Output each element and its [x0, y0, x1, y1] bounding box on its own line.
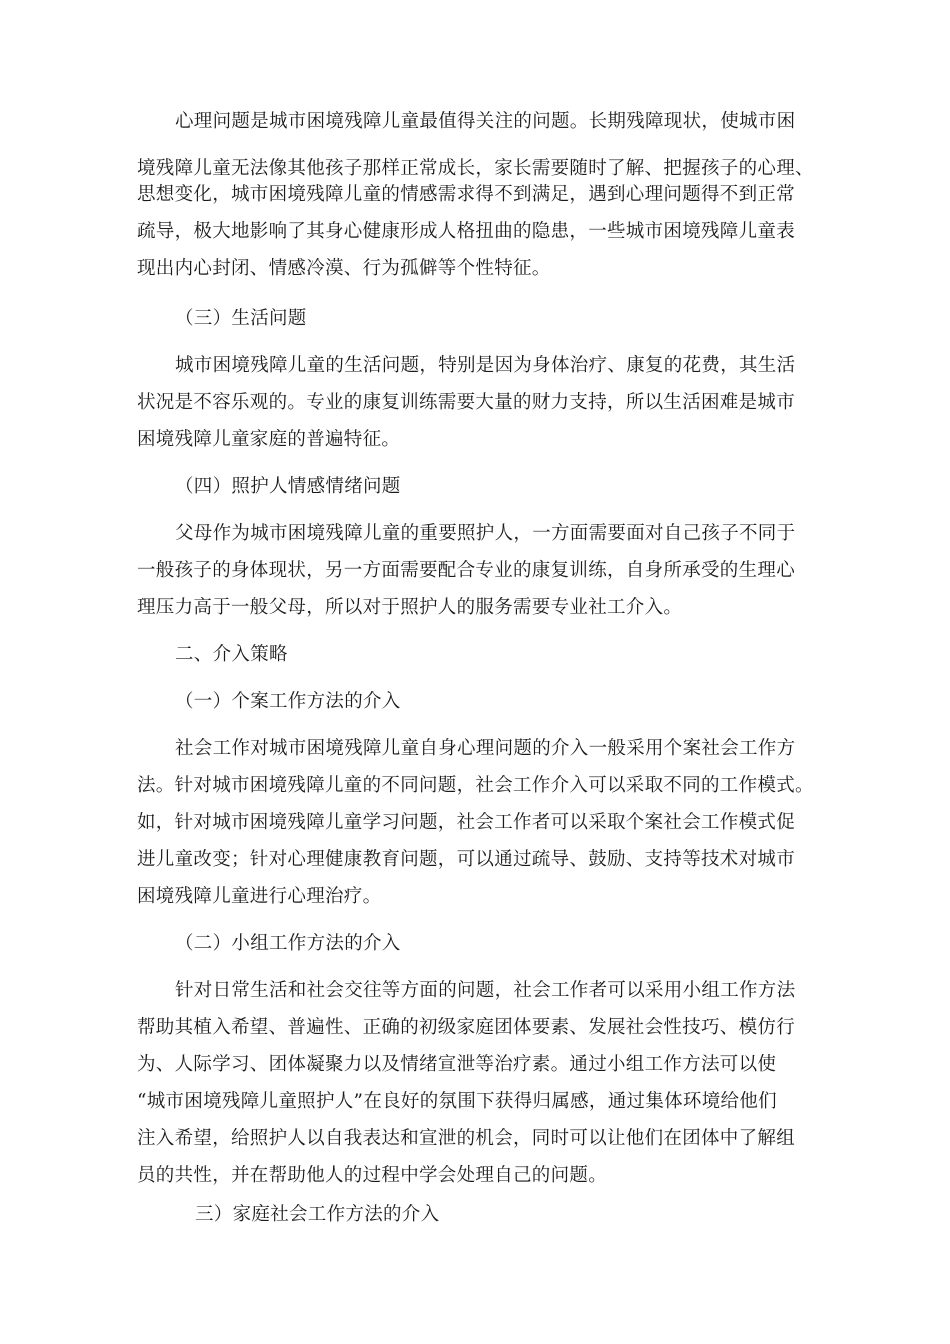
section-heading-casework: （一）个案工作方法的介入: [175, 691, 401, 712]
section-heading-family-social-work: 三）家庭社会工作方法的介入: [195, 1204, 440, 1225]
paragraph-3-line-3: 理压力高于一般父母，所以对于照护人的服务需要专业社工介入。: [137, 597, 683, 618]
paragraph-5-line-5: 注入希望，给照护人以自我表达和宣泄的机会，同时可以让他们在团体中了解组: [137, 1128, 796, 1149]
paragraph-5-line-6: 员的共性，并在帮助他人的过程中学会处理自己的问题。: [137, 1165, 608, 1186]
paragraph-4-line-1: 社会工作对城市困境残障儿童自身心理问题的介入一般采用个案社会工作方: [175, 738, 796, 759]
paragraph-4-line-4: 进儿童改变；针对心理健康教育问题，可以通过疏导、鼓励、支持等技术对城市: [137, 849, 796, 870]
paragraph-4-line-2: 法。针对城市困境残障儿童的不同问题，社会工作介入可以采取不同的工作模式。: [137, 775, 814, 796]
paragraph-2-line-2: 状况是不容乐观的。专业的康复训练需要大量的财力支持，所以生活困难是城市: [137, 392, 796, 413]
paragraph-5-line-3: 为、人际学习、团体凝聚力以及情绪宣泄等治疗素。通过小组工作方法可以使: [137, 1054, 777, 1075]
paragraph-4-line-3: 如，针对城市困境残障儿童学习问题，社会工作者可以采取个案社会工作模式促: [137, 812, 796, 833]
section-heading-life-problems: （三）生活问题: [175, 308, 307, 329]
paragraph-1-line-3: 思想变化，城市困境残障儿童的情感需求得不到满足，遇到心理问题得不到正常: [137, 184, 796, 205]
paragraph-1-line-1: 心理问题是城市困境残障儿童最值得关注的问题。长期残障现状，使城市困: [175, 111, 796, 132]
section-heading-intervention-strategy: 二、介入策略: [175, 644, 288, 665]
paragraph-1-line-5: 现出内心封闭、情感冷漠、行为孤僻等个性特征。: [137, 258, 551, 279]
paragraph-1-line-4: 疏导，极大地影响了其身心健康形成人格扭曲的隐患，一些城市困境残障儿童表: [137, 221, 796, 242]
paragraph-5-line-4: “城市困境残障儿童照护人”在良好的氛围下获得归属感，通过集体环境给他们: [137, 1091, 777, 1112]
paragraph-3-line-2: 一般孩子的身体现状，另一方面需要配合专业的康复训练，自身所承受的生理心: [137, 560, 796, 581]
section-heading-caregiver-emotion: （四）照护人情感情绪问题: [175, 476, 401, 497]
paragraph-5-line-2: 帮助其植入希望、普遍性、正确的初级家庭团体要素、发展社会性技巧、模仿行: [137, 1017, 796, 1038]
section-heading-group-work: （二）小组工作方法的介入: [175, 933, 401, 954]
paragraph-2-line-1: 城市困境残障儿童的生活问题，特别是因为身体治疗、康复的花费，其生活: [175, 355, 796, 376]
paragraph-3-line-1: 父母作为城市困境残障儿童的重要照护人，一方面需要面对自己孩子不同于: [175, 523, 796, 544]
paragraph-2-line-3: 困境残障儿童家庭的普遍特征。: [137, 429, 401, 450]
paragraph-5-line-1: 针对日常生活和社会交往等方面的问题，社会工作者可以采用小组工作方法: [175, 980, 796, 1001]
paragraph-1-line-2: 境残障儿童无法像其他孩子那样正常成长，家长需要随时了解、把握孩子的心理、: [137, 158, 814, 179]
paragraph-4-line-5: 困境残障儿童进行心理治疗。: [137, 886, 382, 907]
